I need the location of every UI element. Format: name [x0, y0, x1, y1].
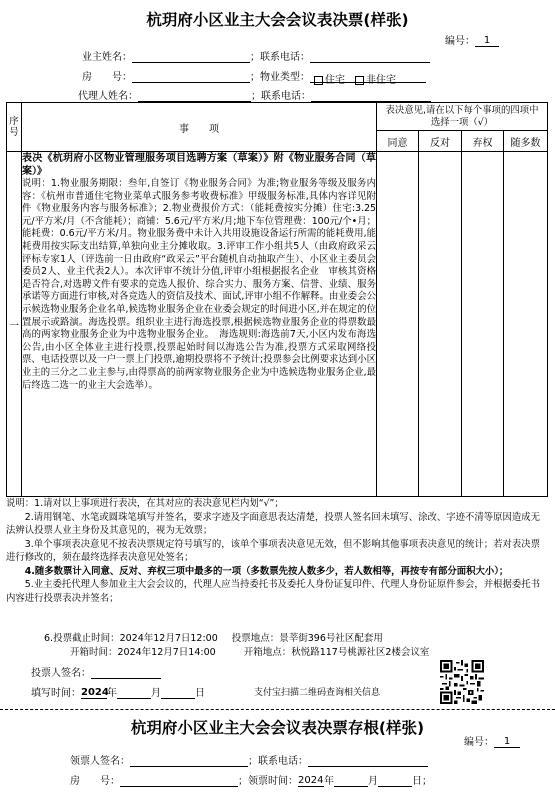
ballot-number-value[interactable]: 1	[475, 35, 499, 47]
owner-name-field[interactable]	[132, 51, 250, 63]
stub-receiver-row: 领票人签名： ；联系电话：	[70, 752, 428, 767]
note-3: 3.单个事项表决意见不按表决票规定符号填写的，该单个事项表决意见无效，但不影响其他事项表决意见的统计；若对表决票进行修改的，须在最终选择表决意见处签名；	[6, 538, 540, 563]
stub-number: 编号： 1	[464, 733, 520, 748]
option-agree: 同意	[377, 131, 419, 152]
note-1: 说明：1.请对以上事项进行表决，在其对应的表决意见栏内划“√”；	[6, 498, 284, 509]
fill-day-field[interactable]	[161, 687, 195, 699]
fill-year-field[interactable]: 2024	[81, 687, 109, 698]
open-row: 开箱时间：2024年12月7日14:00 开箱地点：秋悦路117号桃源社区2楼会议室	[70, 647, 430, 658]
note-4: 4.随多数票计入同意、反对、弃权三项中最多的一项（多数票先按人数多少，若人数相等，再按专有部分面积大小）；	[6, 565, 509, 577]
agent-row: 代理人姓名： ；联系电话：	[78, 87, 431, 102]
option-oppose: 反对	[419, 131, 462, 152]
cut-line	[0, 709, 555, 710]
owner-phone-field[interactable]	[310, 51, 430, 63]
item-body: 说明：1.物业服务期限：叁年,自签订《物业服务合同》为准;物业服务等级及服务内容：《杭州市普通住宅物业菜单式服务参考收费标准》甲级服务标准,具体内容详见附件《物业服务内容与服务标准》；2.物业费报价方式：（能耗费按实分摊）住宅:3.25元/平方米/月（不含能耗）；商铺：5.6元/平方米/月;地下车位管理费：100元/个•月；能耗费：0.6元/平方米/月。物业服务费中未计入共用设施设备运行所需的能耗费用,能耗费用按实际支出结算,单独向业主分摊收取。3.评审工作小组共5人（由政府政采云评标专家1人（评选前一日由政府“政采云”平台随机自动抽取产生）、小区业主委员会委员2人、业主代表2人）。本次评审不统计分值,评审小组根据报名企业 审核其资格是否符合,对选聘文件有要求的竞选人报价、综合实力、服务方案、信誉、业绩、服务承诺等方面进行审核,对各竞选人的资信及技术、面试,评审小组不作解释。由业委会公示候选物业服务企业名单,候选物业服务企业在业委会规定的时间进小区,并在规定的位置展示或路演。海选投票。组织业主进行海选投票,根据候选物业服务企业的得票数最高的两家物业服务企业为中选物业服务企业。 海选规则:海选前7天,小区内发布海选公告,由小区全体业主进行投票,投票起始时间以海选公告为准,投票方式采取网络投票、电话投票以及一户一票上门投票,逾期投票将不予统计;投票参会比例要求达到小区业主的三分之二业主参与,由得票高的前两家物业服务企业为中选候选物业服务企业,最后终选二选一的业主大会选举）。	[22, 178, 376, 391]
deadline-row: 6.投票截止时间：2024年12月7日12:00 投票地点：景莘街396号社区配套用	[44, 633, 383, 644]
note-5: 5.业主委托代理人参加业主大会会议的，代理人应当持委托书及委托人身份证复印件、代理人身份证原件参会，并根据委托书内容进行投票表决并签名；	[6, 579, 540, 604]
vote-oppose-cell[interactable]	[419, 152, 462, 497]
vote-abstain-cell[interactable]	[462, 152, 504, 497]
ballot-number: 编号： 1	[445, 32, 499, 47]
option-majority: 随多数	[504, 131, 548, 152]
nonresidential-checkbox[interactable]	[355, 76, 364, 85]
voter-signature-row: 投票人签名：	[31, 664, 161, 679]
stub-year-field[interactable]: 2024	[298, 775, 324, 786]
opinion-header: 表决意见,请在以下每个事项的四项中选择一项（√）	[377, 103, 548, 131]
fill-month-field[interactable]	[117, 687, 151, 699]
notes	[6, 497, 549, 605]
vote-majority-cell[interactable]	[504, 152, 548, 497]
stub-room-field[interactable]	[120, 775, 238, 787]
alipay-text: 支付宝扫描二维码查询相关信息	[254, 688, 381, 698]
item-header: 事 项	[22, 103, 377, 152]
ballot-table	[6, 102, 548, 497]
residential-checkbox[interactable]	[314, 76, 323, 85]
room-row: 房 号： ；物业类型： 住宅 非住宅	[82, 68, 426, 83]
stub-room-row: 房 号： ；领票时间：2024年 月 日；	[70, 775, 432, 787]
option-abstain: 弃权	[462, 131, 504, 152]
stub-day-field[interactable]	[378, 775, 412, 787]
voter-signature-field[interactable]	[91, 667, 161, 679]
ballot-title: 杭玥府小区业主大会会议表决票(样张)	[146, 11, 409, 29]
note-2: 2.请用钢笔、水笔或圆珠笔填写并签名，要求字迹及字面意思表达清楚，投票人签名回未填写、涂改、字迹不清等原因造成无法辨认投票人业主身份及其意见的，视为无效票；	[6, 511, 540, 536]
item-title: 表决《杭玥府小区物业管理服务项目选聘方案（草案）》附《物业服务合同（草案）》	[22, 153, 376, 177]
item-cell	[22, 152, 377, 497]
stub-receiver-field[interactable]	[130, 755, 248, 767]
seq-header: 序号	[7, 103, 22, 152]
vote-agree-cell[interactable]	[377, 152, 419, 497]
stub-month-field[interactable]	[334, 775, 368, 787]
row-seq: 一	[7, 152, 22, 497]
agent-phone-field[interactable]	[311, 90, 431, 102]
qr-code-icon[interactable]	[440, 660, 484, 704]
stub-title: 杭玥府小区业主大会会议表决票存根(样张)	[130, 719, 425, 737]
stub-number-value[interactable]: 1	[494, 736, 520, 748]
fill-time-row: 填写时间：2024年 月 日	[31, 687, 205, 699]
stub-phone-field[interactable]	[308, 755, 428, 767]
owner-name-row: 业主姓名： ；联系电话：	[82, 48, 430, 63]
room-field[interactable]	[132, 71, 250, 83]
agent-name-field[interactable]	[138, 90, 251, 102]
